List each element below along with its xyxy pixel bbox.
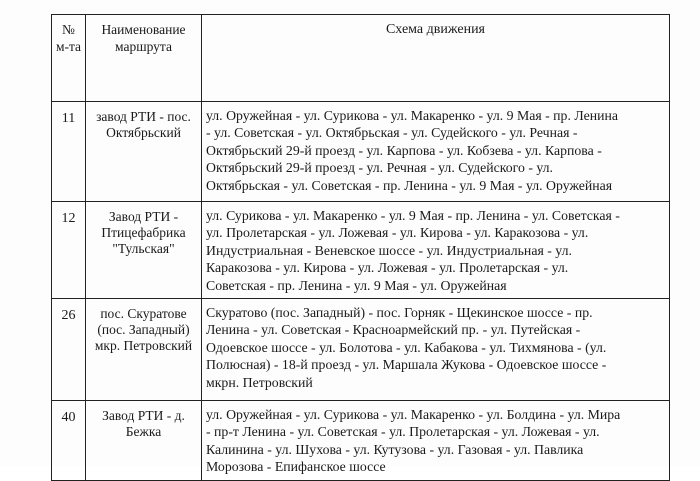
header-route-scheme: Схема движения	[202, 15, 670, 102]
scheme-line: Ленина - ул. Советская - Красноармейский пр. - ул. Путейская -	[206, 322, 581, 338]
scheme-line: Скуратово (пос. Западный) - пос. Горняк - Щекинское шоссе - пр.	[206, 305, 593, 321]
route-scheme	[202, 401, 670, 481]
route-name	[86, 401, 202, 481]
route-name-line: "Тульская"	[112, 241, 175, 256]
scheme-line: ул. Пролетарская - ул. Ложевая - ул. Кирова - ул. Каракозова - ул.	[206, 225, 589, 241]
route-name-line: мкр. Петровский	[94, 338, 193, 354]
scheme-line: Калинина - ул. Шухова - ул. Кутузова - ул. Газовая - ул. Павлика	[206, 441, 584, 457]
route-number: 11	[52, 102, 86, 202]
scheme-line: Октябрьская - ул. Советская - пр. Ленина - ул. 9 Мая - ул. Оружейная	[206, 177, 613, 193]
route-number: 26	[52, 299, 86, 401]
route-number: 12	[52, 202, 86, 299]
route-name-line: пос. Скуратове	[100, 306, 187, 322]
route-name	[86, 299, 202, 401]
scheme-line: Одоевское шоссе - ул. Болотова - ул. Кабакова - ул. Тихмянова - (ул.	[206, 339, 607, 355]
scheme-line: Советская - пр. Ленина - ул. 9 Мая - ул. Оружейная	[206, 277, 507, 293]
table-row	[52, 299, 670, 401]
scheme-line: - пр-т Ленина - ул. Советская - ул. Пролетарская - ул. Ложевая - ул.	[206, 424, 600, 440]
routes-table	[51, 14, 670, 481]
route-name-line: Завод РТИ -	[108, 209, 179, 224]
route-scheme	[202, 202, 670, 299]
route-scheme	[202, 102, 670, 202]
header-number-line2: м-та	[55, 39, 82, 54]
header-route-name	[86, 15, 202, 102]
route-name	[86, 102, 202, 202]
route-name-line: завод РТИ - пос.	[96, 109, 191, 124]
scheme-line: ул. Сурикова - ул. Макаренко - ул. 9 Мая - пр. Ленина - ул. Советская -	[206, 208, 620, 223]
route-scheme	[202, 299, 670, 401]
scheme-line: Каракозова - ул. Кирова - ул. Ложевая - ул. Пролетарская - ул.	[206, 260, 569, 276]
route-name-line: Октябрьский	[106, 125, 181, 140]
header-route-number	[52, 15, 86, 102]
route-name-line: Птицефабрика	[101, 225, 186, 240]
table-row	[52, 102, 670, 202]
table-header-row	[52, 15, 670, 102]
table-row	[52, 401, 670, 481]
scheme-line: Октябрьский 29-й проезд - ул. Карпова - ул. Кобзева - ул. Карпова -	[206, 142, 602, 158]
route-name-line: Бежка	[125, 424, 162, 440]
route-name-line: Завод РТИ - д.	[102, 408, 185, 424]
table-row	[52, 202, 670, 299]
scheme-line: Морозова - Епифанское шоссе	[206, 459, 386, 475]
route-name	[86, 202, 202, 299]
scheme-line: мкрн. Петровский	[206, 374, 313, 390]
route-name-line: (пос. Западный)	[97, 322, 190, 338]
header-name-line1: Наименование	[101, 22, 186, 37]
scheme-line: - ул. Советская - ул. Октябрьская - ул. Судейского - ул. Речная -	[206, 125, 578, 141]
route-number: 40	[52, 401, 86, 481]
scheme-line: Индустриальная - Веневское шоссе - ул. Индустриальная - ул.	[206, 242, 572, 258]
header-name-line2: маршрута	[115, 39, 172, 54]
header-number-line1: №	[62, 22, 75, 37]
scheme-line: ул. Оружейная - ул. Сурикова - ул. Макаренко - ул. Болдина - ул. Мира	[206, 407, 621, 423]
scheme-line: Полюсная) - 18-й проезд - ул. Маршала Жукова - Одоевское шоссе -	[206, 357, 607, 373]
scheme-line: ул. Оружейная - ул. Сурикова - ул. Макаренко - ул. 9 Мая - пр. Ленина	[206, 108, 619, 123]
scheme-line: Октябрьский 29-й проезд - ул. Речная - ул. Судейского - ул.	[206, 160, 553, 176]
